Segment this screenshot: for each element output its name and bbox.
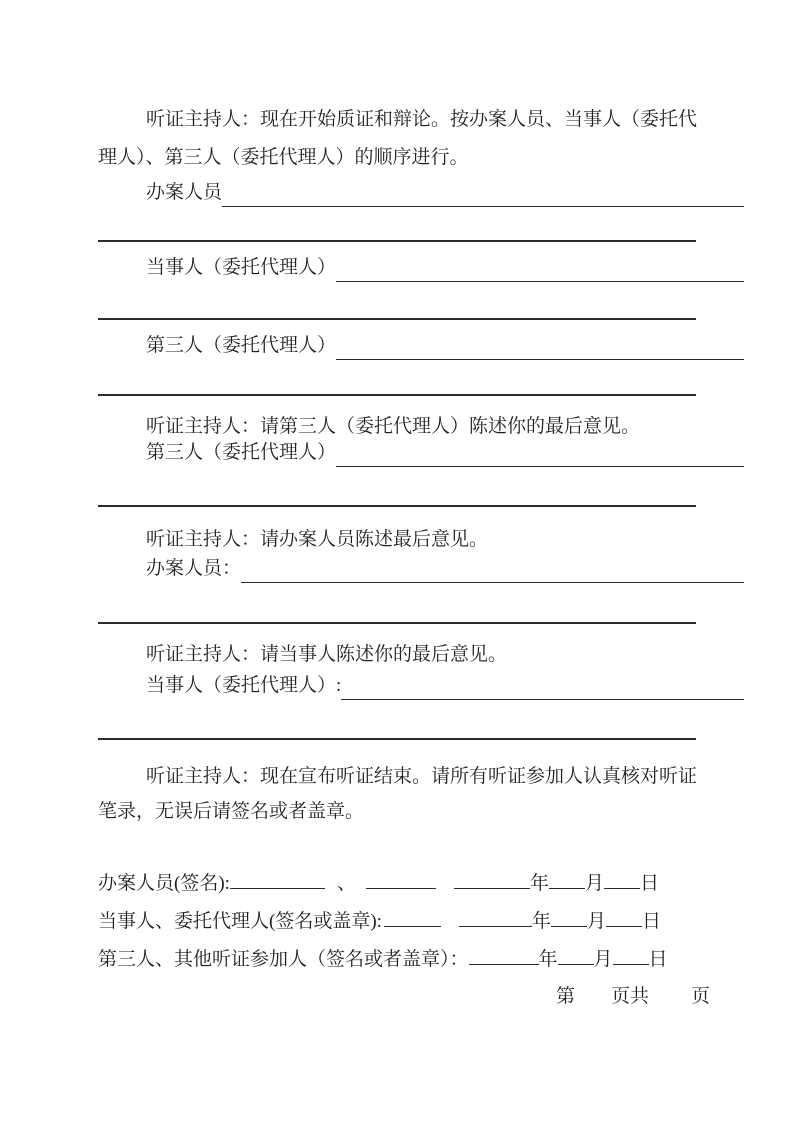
blank-writing-line xyxy=(98,240,696,242)
signature-label: 办案人员(签名): xyxy=(98,873,230,894)
signature-blank xyxy=(336,434,744,467)
fill-line-third-party-2 xyxy=(98,434,744,472)
fill-label: 第三人（委托代理人） xyxy=(146,442,337,463)
date-day-label: 日 xyxy=(639,873,659,894)
list-separator: 、 xyxy=(336,873,356,894)
date-month-blank xyxy=(549,874,585,889)
blank-writing-line xyxy=(98,394,696,396)
fill-line-case-officer xyxy=(98,174,744,212)
fill-label: 当事人（委托代理人） xyxy=(146,257,337,278)
signature-blank xyxy=(336,249,744,282)
signature-blank xyxy=(336,327,744,360)
fill-line-case-officer-2 xyxy=(98,550,744,588)
fill-label: 办案人员： xyxy=(146,558,242,579)
date-month-label: 月 xyxy=(593,949,613,970)
signature-label: 当事人、委托代理人(签名或盖章): xyxy=(98,911,382,932)
date-day-blank xyxy=(606,912,642,927)
signature-blank xyxy=(366,874,436,889)
fill-line-party-2 xyxy=(98,667,744,705)
page-number-prefix: 第 xyxy=(555,986,575,1007)
date-year-blank xyxy=(454,874,530,889)
signature-blank xyxy=(384,912,441,927)
fill-line-party xyxy=(98,249,744,287)
page-number-middle: 页共 xyxy=(610,986,649,1007)
paragraph-text: 听证主持人：请当事人陈述你的最后意见。 xyxy=(146,644,508,665)
signature-blank xyxy=(230,874,325,889)
signature-blank xyxy=(341,667,744,700)
date-year-label: 年 xyxy=(531,911,551,932)
paragraph-text: 听证主持人：现在开始质证和辩论。按办案人员、当事人（委托代 xyxy=(146,109,698,130)
fill-label: 办案人员 xyxy=(146,182,223,203)
paragraph-text: 理人）、第三人（委托代理人）的顺序进行。 xyxy=(98,147,469,168)
paragraph-opening-line1 xyxy=(98,101,744,139)
date-month-label: 月 xyxy=(584,873,604,894)
date-month-label: 月 xyxy=(586,911,606,932)
fill-line-third-party xyxy=(98,327,744,365)
page-number-footer xyxy=(556,978,710,1016)
page-number-suffix: 页 xyxy=(690,986,710,1007)
date-month-blank xyxy=(558,950,594,965)
document-body xyxy=(98,0,710,1122)
paragraph-opening-line2 xyxy=(98,139,696,177)
date-day-label: 日 xyxy=(648,949,668,970)
paragraph-text: 笔录，无误后请签名或者盖章。 xyxy=(98,801,365,822)
blank-writing-line xyxy=(98,318,696,320)
blank-writing-line xyxy=(98,505,696,507)
signature-label: 第三人、其他听证参加人（签名或者盖章）： xyxy=(98,949,469,970)
date-year-blank xyxy=(459,912,532,927)
blank-writing-line xyxy=(98,622,696,624)
date-year-label: 年 xyxy=(529,873,549,894)
date-day-blank xyxy=(613,950,649,965)
date-day-blank xyxy=(604,874,640,889)
signature-line-party xyxy=(98,903,696,941)
paragraph-text: 听证主持人：请办案人员陈述最后意见。 xyxy=(146,529,489,550)
blank-writing-line xyxy=(98,738,696,740)
paragraph-closing-line1 xyxy=(98,758,744,796)
date-month-blank xyxy=(551,912,587,927)
date-day-label: 日 xyxy=(641,911,661,932)
signature-blank xyxy=(222,174,744,207)
paragraph-closing-line2 xyxy=(98,793,696,831)
date-year-label: 年 xyxy=(538,949,558,970)
paragraph-text: 听证主持人：请第三人（委托代理人）陈述你的最后意见。 xyxy=(146,416,641,437)
signature-line-third-party xyxy=(98,941,696,979)
date-year-blank xyxy=(469,950,539,965)
paragraph-text: 听证主持人：现在宣布听证结束。请所有听证参加人认真核对听证 xyxy=(146,766,698,787)
signature-line-case-officer xyxy=(98,865,696,903)
fill-label: 当事人（委托代理人）: xyxy=(146,675,342,696)
fill-label: 第三人（委托代理人） xyxy=(146,335,337,356)
signature-blank xyxy=(241,550,744,583)
